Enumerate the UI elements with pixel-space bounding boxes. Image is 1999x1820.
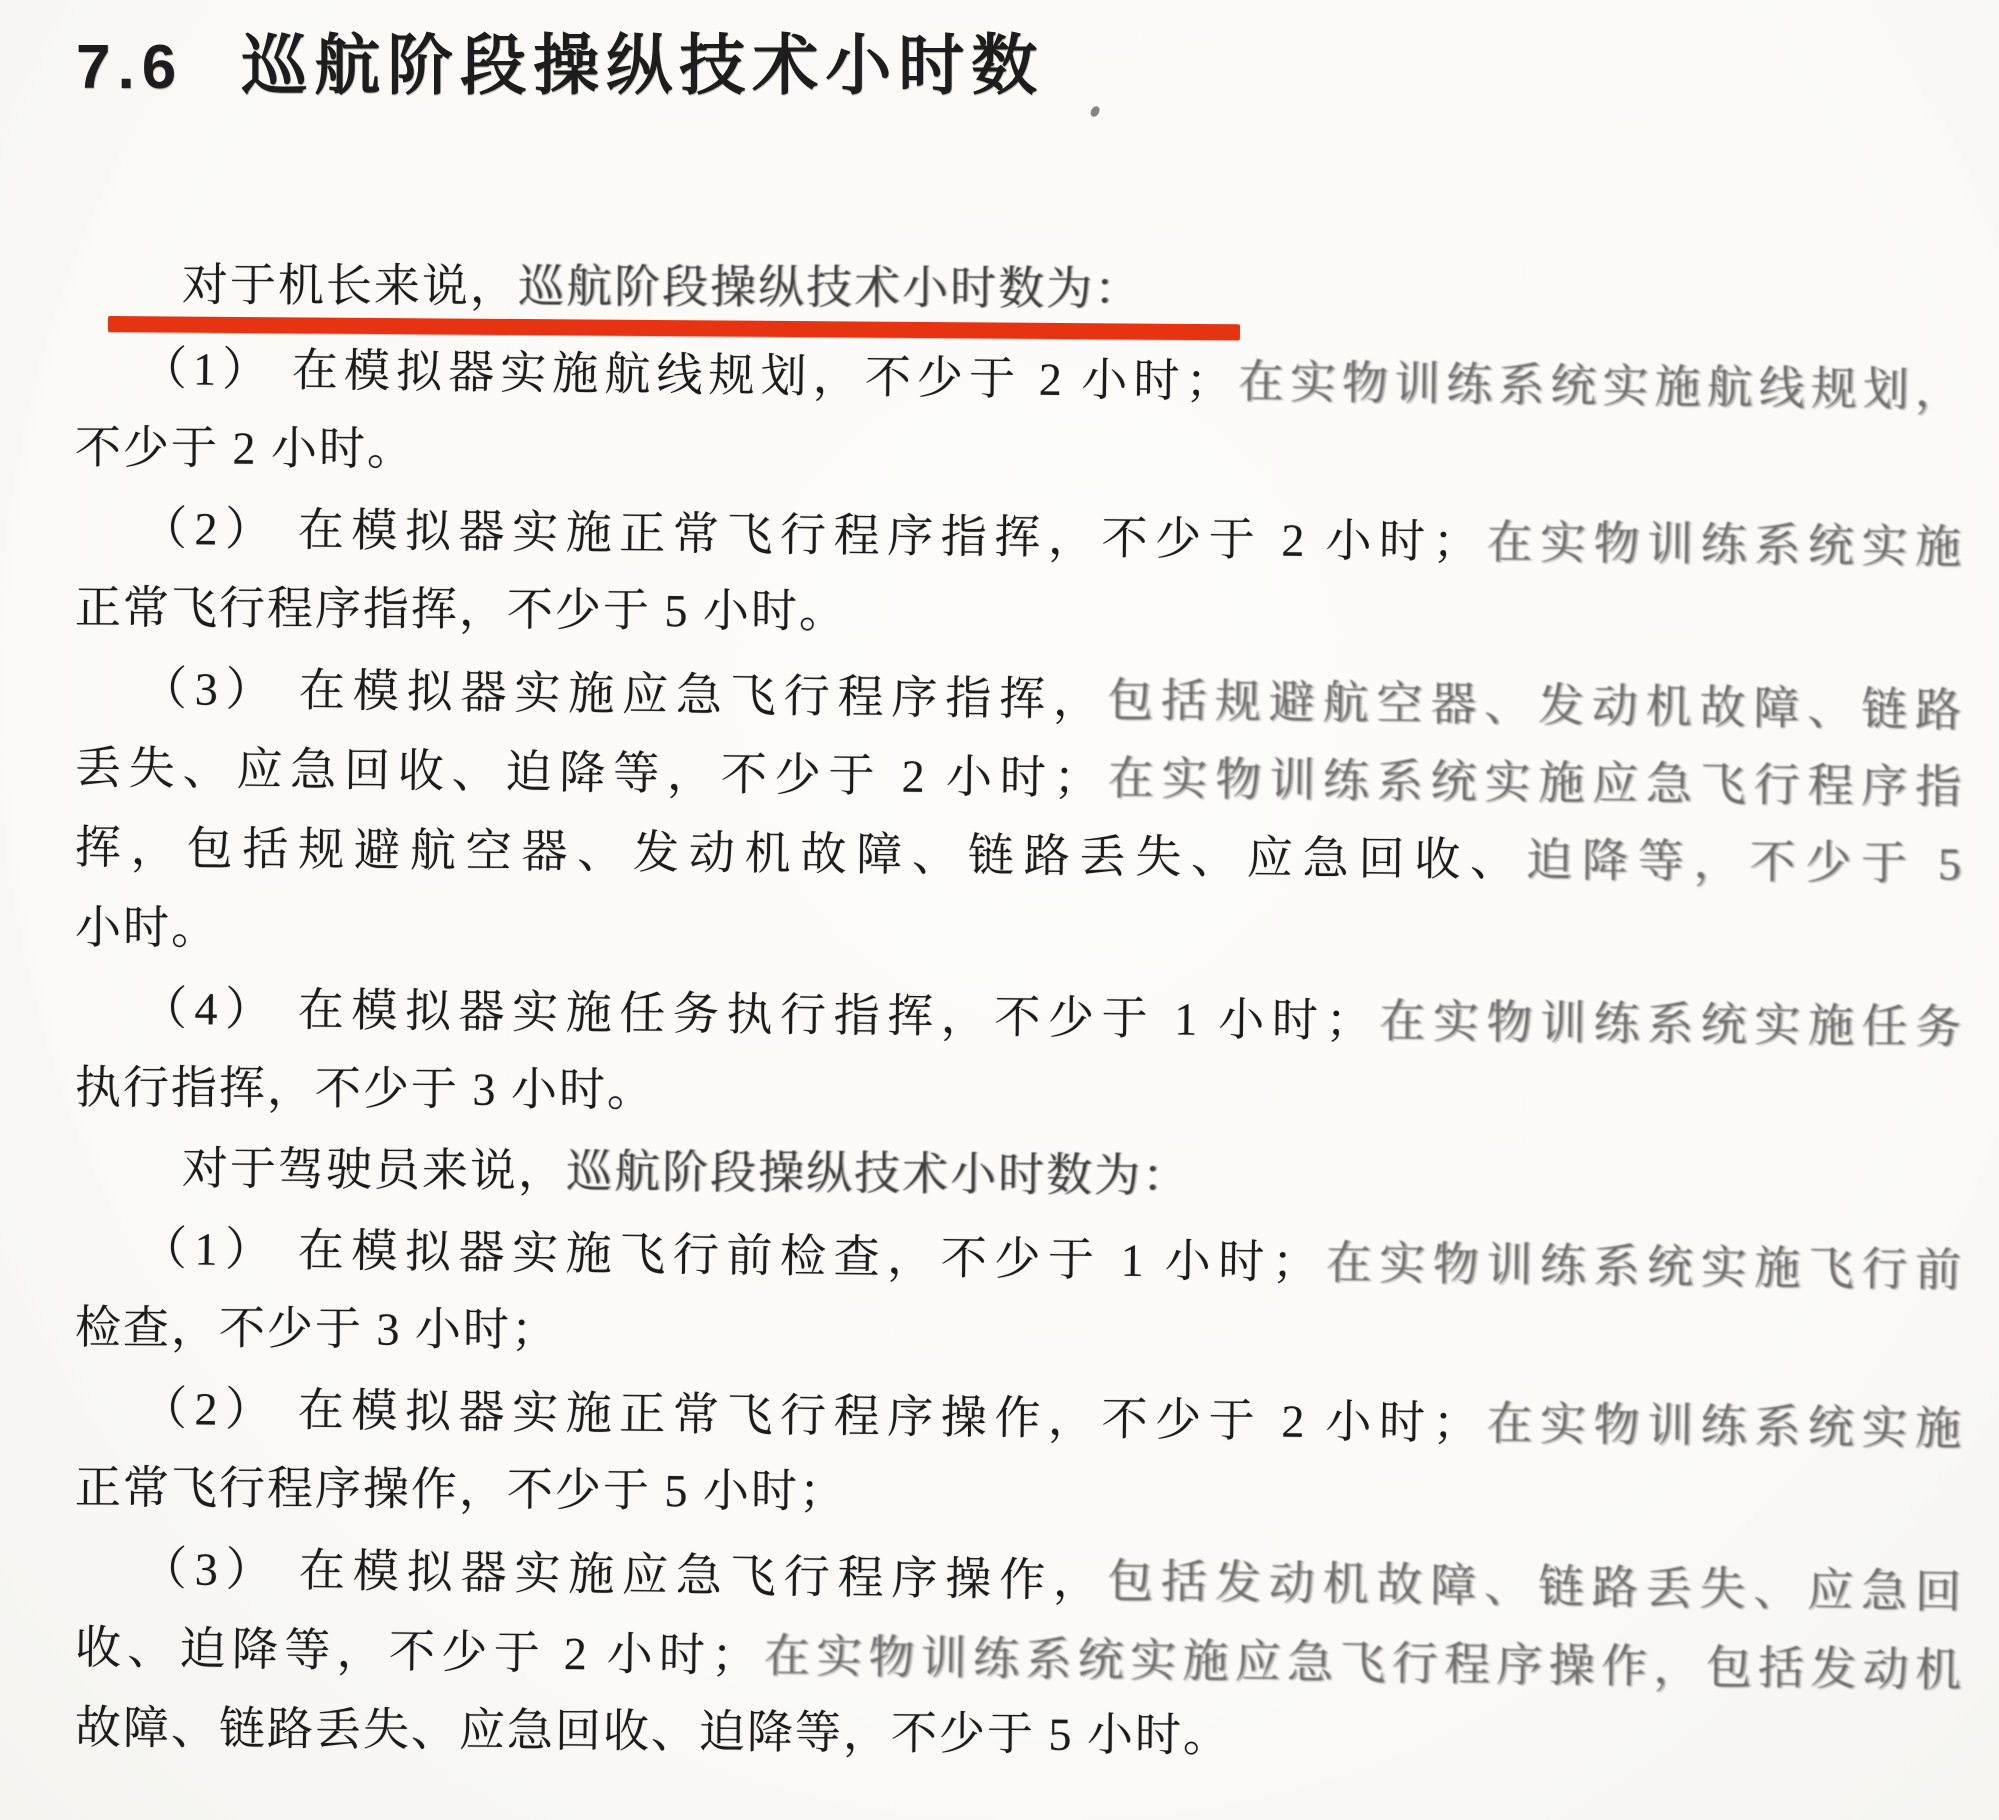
section-title: 巡航阶段操纵技术小时数 — [241, 28, 1045, 102]
captain-item-1-line-2 — [75, 408, 1963, 496]
captain-item-3-line-4 — [75, 888, 1963, 975]
text-run-faded: 在实物训练系统实施 — [1480, 1397, 1964, 1455]
text-run-faded: 迫降等，不少于 5 — [1525, 834, 1964, 890]
pilot-item-3-line-3 — [75, 1688, 1964, 1781]
captain-item-2-line-2 — [75, 568, 1963, 658]
section-heading — [76, 12, 1044, 107]
text-run-faded: 在实物训练系统实施 — [1480, 516, 1964, 573]
pilot-intro-lead: 对于驾驶员来说， — [181, 1142, 567, 1197]
text-run: 小时。 — [74, 902, 220, 954]
text-run: 正常飞行程序操作，不少于 5 小时； — [74, 1462, 848, 1518]
text-run-faded: 在实物训练系统实施任务 — [1373, 995, 1964, 1053]
text-run: （3） 在模拟器实施应急飞行程序操作， — [140, 1542, 1108, 1607]
text-run-faded: 包括发动机故障、链路丢失、应急回 — [1106, 1555, 1964, 1618]
text-run: （2） 在模拟器实施正常飞行程序操作，不少于 2 小时； — [140, 1382, 1481, 1449]
text-run: （2） 在模拟器实施正常飞行程序指挥，不少于 2 小时； — [140, 502, 1481, 568]
text-run: （1） 在模拟器实施飞行前检查，不少于 1 小时； — [140, 1222, 1321, 1289]
text-run: （4） 在模拟器实施任务执行指挥，不少于 1 小时； — [140, 982, 1374, 1047]
pilot-item-1-line-2 — [75, 1288, 1963, 1378]
text-run: （3） 在模拟器实施应急飞行程序指挥， — [140, 662, 1108, 726]
text-run: 正常飞行程序指挥，不少于 5 小时。 — [74, 582, 848, 638]
text-run: 收、迫降等，不少于 2 小时； — [74, 1622, 760, 1682]
text-run: 挥，包括规避航空器、发动机故障、链路丢失、应急回收、 — [74, 822, 1527, 886]
captain-intro-row — [75, 245, 1963, 325]
text-run-faded: 在实物训练系统实施应急飞行程序操作，包括发动机 — [758, 1630, 1964, 1697]
text-run: 故障、链路丢失、应急回收、迫降等，不少于 5 小时。 — [74, 1702, 1232, 1762]
text-run-faded: 包括规避航空器、发动机故障、链路 — [1106, 674, 1964, 737]
section-number: 7.6 — [76, 33, 184, 102]
pilot-intro-line — [75, 1128, 1964, 1223]
text-run: 检查，不少于 3 小时； — [74, 1302, 560, 1356]
pilot-intro-rest: 巡航阶段操纵技术小时数为： — [565, 1145, 1191, 1202]
captain-item-4-line-2 — [75, 1048, 1963, 1136]
captain-intro-rest: 巡航阶段操纵技术小时数为： — [517, 260, 1143, 315]
text-run-faded: 在实物训练系统实施应急飞行程序指 — [1101, 752, 1964, 813]
text-run: 丢失、应急回收、迫降等，不少于 2 小时； — [74, 742, 1102, 804]
text-run-faded: 在实物训练系统实施飞行前 — [1319, 1237, 1964, 1297]
body-text — [75, 328, 1963, 1768]
captain-intro-lead: 对于机长来说， — [181, 259, 519, 312]
text-run-faded: 在实物训练系统实施航线规划， — [1233, 356, 1964, 417]
pilot-item-2-line-2 — [75, 1448, 1963, 1538]
text-run: （1） 在模拟器实施航线规划，不少于 2 小时； — [140, 342, 1234, 408]
text-run: 不少于 2 小时。 — [74, 422, 416, 475]
text-run: 执行指挥，不少于 3 小时。 — [74, 1062, 656, 1116]
ink-speck — [1089, 105, 1100, 118]
